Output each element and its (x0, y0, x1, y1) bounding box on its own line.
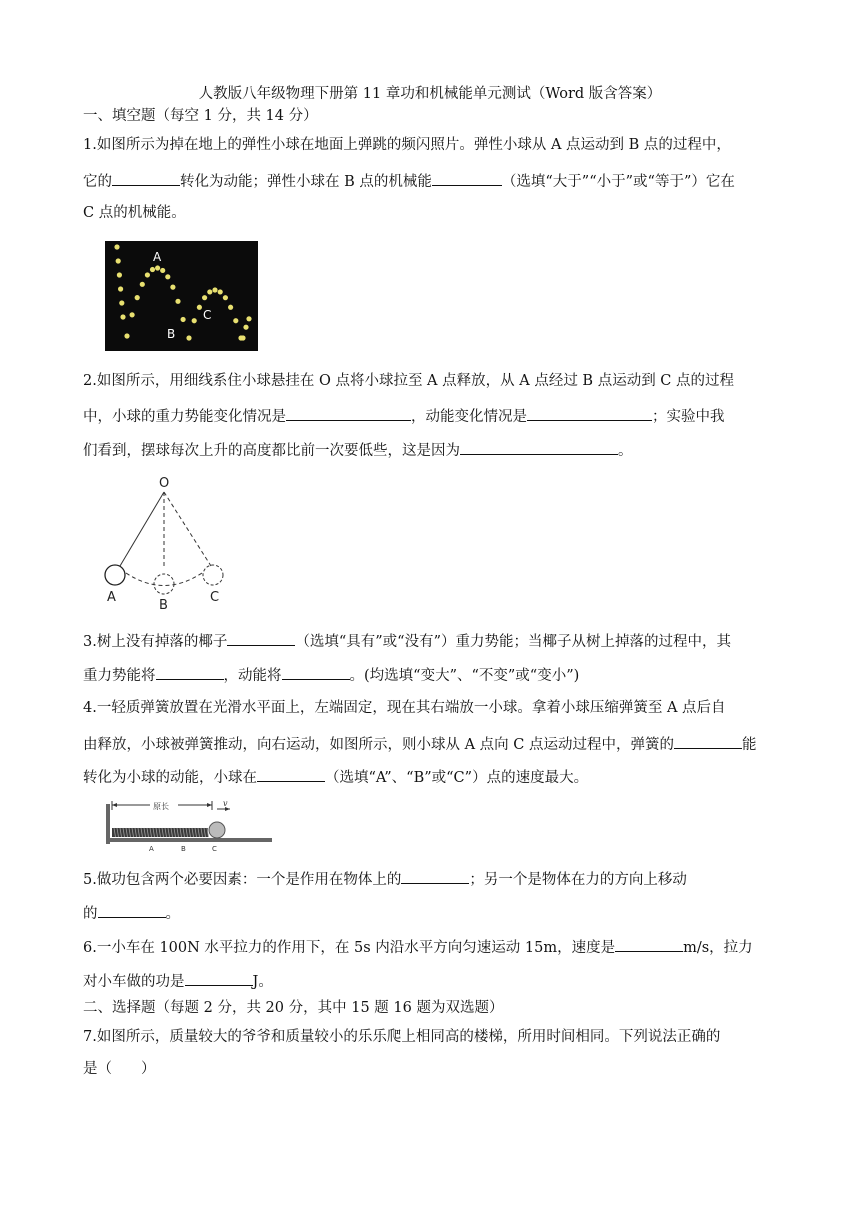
ball-trail-dot (140, 282, 145, 287)
ball-trail-dot (118, 286, 123, 291)
string-c (164, 492, 211, 566)
ball-trail-dot (228, 305, 233, 310)
ball-trail-dot (223, 295, 228, 300)
ball-trail-dot (155, 265, 160, 270)
q1-line-3: C 点的机械能。 (83, 205, 186, 221)
q7-line-1: 7.如图所示，质量较大的爷爷和质量较小的乐乐爬上相同高的楼梯，所用时间相同。下列说法正确的 (83, 1029, 721, 1045)
ball-trail-dot (197, 305, 202, 310)
q6-line-2: 对小车做的功是 J。 (83, 970, 783, 992)
ball-trail-dot (116, 258, 121, 263)
ball-trail-dot (170, 285, 175, 290)
ball-trail-dot (240, 335, 245, 340)
ball-c (203, 565, 223, 585)
q6-line-1: 6.一小车在 100N 水平拉力的作用下，在 5s 内沿水平方向匀速运动 15m，速度是 m/s，拉力 (83, 936, 783, 958)
ball-trail-dot (186, 335, 191, 340)
answer-blank (432, 170, 502, 186)
ball-trail-dot (135, 295, 140, 300)
ball-trail-dot (212, 287, 217, 292)
answer-blank (98, 902, 166, 918)
q1-line-2: 它的 转化为动能；弹性小球在 B 点的机械能 （选填“大于”“小于”或“等于”）它在 (83, 170, 783, 192)
ball-trail-dot (218, 289, 223, 294)
q3-line-2: 重力势能将 ，动能将 。(均选填“变大”、“不变”或“变小”) (83, 664, 783, 686)
ball-trail-dot (124, 333, 129, 338)
q2-line-3: 们看到，摆球每次上升的高度都比前一次要低些，这是因为 。 (83, 439, 783, 461)
bouncing-ball-photo (105, 241, 258, 351)
ball-trail-dot (150, 267, 155, 272)
ball-trail-dot (120, 314, 125, 319)
velocity-label: v (223, 799, 228, 808)
ball-b (154, 574, 174, 594)
answer-blank (156, 664, 224, 680)
ball-trail-dot (117, 272, 122, 277)
ball-trail-dot (202, 295, 207, 300)
ball-trail-dot (207, 289, 212, 294)
ball-trail-dot (175, 299, 180, 304)
label-c: C (212, 845, 217, 853)
q2-line-2: 中，小球的重力势能变化情况是 ，动能变化情况是 ；实验中我 (83, 405, 783, 427)
answer-blank (527, 405, 652, 421)
ball-trail-dot (145, 272, 150, 277)
label-c: C (203, 308, 212, 322)
label-a: A (153, 250, 162, 264)
answer-blank (401, 868, 469, 884)
spring-ball-diagram (104, 798, 274, 853)
ball-a (105, 565, 125, 585)
q3-line-1: 3.树上没有掉落的椰子 （选填“具有”或“没有”）重力势能；当椰子从树上掉落的过程中，其 (83, 630, 783, 652)
ball-trail-dot (243, 325, 248, 330)
label-a: A (107, 590, 116, 605)
answer-blank (282, 664, 350, 680)
ball-trail-dot (165, 274, 170, 279)
answer-blank (460, 439, 618, 455)
label-a: A (149, 845, 154, 853)
answer-blank (112, 170, 180, 186)
section-2-heading: 二、选择题（每题 2 分，共 20 分，其中 15 题 16 题为双选题） (83, 1000, 504, 1016)
natural-length-label: 原长 (153, 802, 169, 811)
answer-blank (286, 405, 411, 421)
ball-trail-dot (114, 244, 119, 249)
answer-blank (615, 936, 683, 952)
q4-line-3: 转化为小球的动能，小球在 （选填“A”、“B”或“C”）点的速度最大。 (83, 766, 783, 788)
string-a (120, 492, 164, 566)
section-1-heading: 一、填空题（每空 1 分，共 14 分） (83, 108, 318, 124)
ball-trail-dot (192, 318, 197, 323)
answer-blank (227, 630, 295, 646)
q2-line-1: 2.如图所示，用细线系住小球悬挂在 O 点将小球拉至 A 点释放，从 A 点经过 B 点运动到 C 点的过程 (83, 373, 735, 389)
q5-line-2: 的 。 (83, 902, 783, 924)
label-o: O (159, 476, 170, 491)
q4-line-2: 由释放，小球被弹簧推动，向右运动，如图所示，则小球从 A 点向 C 点运动过程中，弹簧的 能 (83, 733, 783, 755)
answer-blank (674, 733, 742, 749)
ball-trail-dot (119, 300, 124, 305)
pendulum-diagram (98, 470, 233, 615)
ball-trail-dot (160, 268, 165, 273)
q5-line-1: 5.做功包含两个必要因素：一个是作用在物体上的 ；另一个是物体在力的方向上移动 (83, 868, 783, 890)
swing-arc (126, 573, 202, 586)
label-b: B (159, 598, 168, 613)
q7-line-2: 是（ ） (83, 1061, 156, 1077)
answer-blank (257, 766, 325, 782)
ball-trail-dot (233, 318, 238, 323)
ball-trail-dot (181, 317, 186, 322)
ball-trail-dot (246, 316, 251, 321)
ball-trail-dot (130, 312, 135, 317)
label-b: B (167, 327, 176, 341)
label-b: B (181, 845, 186, 853)
ball (209, 822, 225, 838)
answer-blank (185, 970, 253, 986)
document-title: 人教版八年级物理下册第 11 章功和机械能单元测试（Word 版含答案） (198, 86, 662, 102)
q4-line-1: 4.一轻质弹簧放置在光滑水平面上，左端固定，现在其右端放一小球。拿着小球压缩弹簧至 A 点后自 (83, 700, 726, 716)
q1-line-1: 1.如图所示为掉在地上的弹性小球在地面上弹跳的频闪照片。弹性小球从 A 点运动到 B 点的过程中， (83, 137, 731, 153)
label-c: C (210, 590, 220, 605)
